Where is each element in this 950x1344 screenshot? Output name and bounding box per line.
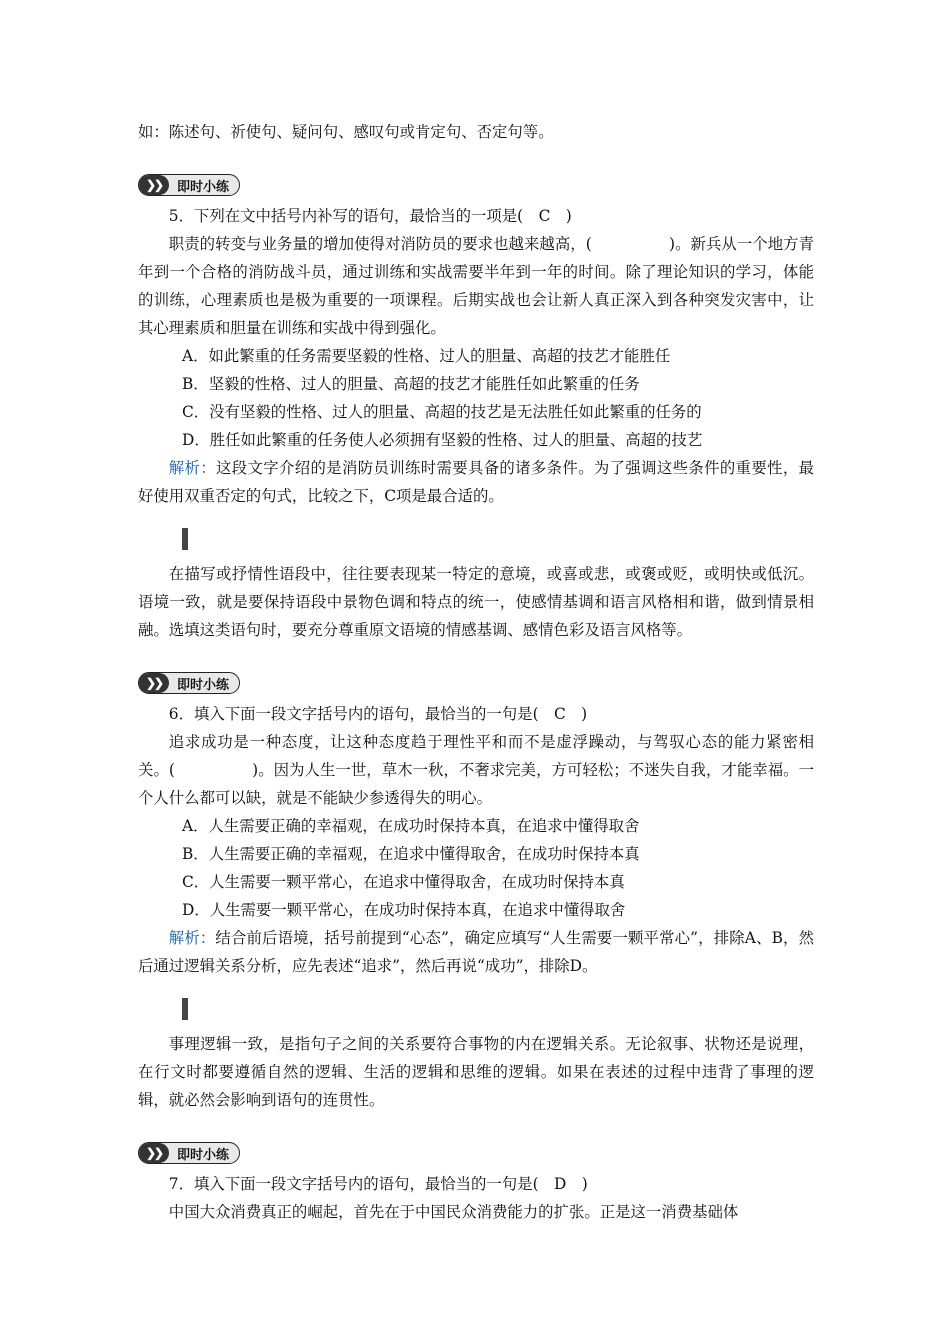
section-marker: [182, 998, 188, 1020]
question-6-analysis: [138, 924, 814, 980]
note-logic: 事理逻辑一致，是指句子之间的关系要符合事物的内在逻辑关系。无论叙事、状物还是说理，在行文时都要遵循自然的逻辑、生活的逻辑和思维的逻辑。如果在表述的过程中违背了事理的逻辑，就必然会影响到语句的连贯性。: [138, 1035, 814, 1109]
analysis-label: 解析：: [168, 929, 216, 947]
double-chevron-icon: ❯❯: [139, 175, 169, 195]
question-5-option-b: B．坚毅的性格、过人的胆量、高超的技艺才能胜任如此繁重的任务: [182, 375, 640, 393]
question-7-stem: 7．填入下面一段文字括号内的语句，最恰当的一句是( D ): [168, 1175, 588, 1193]
practice-label: 即时小练: [177, 677, 230, 693]
double-chevron-icon: ❯❯: [139, 673, 169, 693]
question-5-option-c: C．没有坚毅的性格、过人的胆量、高超的技艺是无法胜任如此繁重的任务的: [182, 403, 702, 421]
practice-label: 即时小练: [177, 1147, 230, 1163]
note-context: 在描写或抒情性语段中，往往要表现某一特定的意境，或喜或悲，或褒或贬，或明快或低沉。语境一致，就是要保持语段中景物色调和特点的统一，使感情基调和语言风格相和谐，做到情景相融。选填这类语句时，要充分尊重原文语境的情感基调、感情色彩及语言风格等。: [138, 565, 814, 639]
practice-badge: [138, 672, 240, 694]
question-6-stem: 6．填入下面一段文字括号内的语句，最恰当的一句是( C ): [168, 705, 588, 723]
analysis-text: 结合前后语境，括号前提到“心态”，确定应填写“人生需要一颗平常心”，排除A、B，然后通过逻辑关系分析，应先表述“追求”，然后再说“成功”，排除D。: [138, 929, 814, 975]
question-7-passage: 中国大众消费真正的崛起，首先在于中国民众消费能力的扩张。正是这一消费基础体: [168, 1203, 739, 1221]
question-5-passage: 职责的转变与业务量的增加使得对消防员的要求也越来越高，( )。新兵从一个地方青年到一个合格的消防战斗员，通过训练和实战需要半年到一年的时间。除了理论知识的学习，体能的训练，心理素质也是极为重要的一项课程。后期实战也会让新人真正深入到各种突发灾害中，让其心理素质和胆量在训练和实战中得到强化。: [138, 235, 814, 337]
double-chevron-icon: ❯❯: [139, 1143, 169, 1163]
question-6-option-a: A．人生需要正确的幸福观，在成功时保持本真，在追求中懂得取舍: [182, 817, 640, 835]
analysis-text: 这段文字介绍的是消防员训练时需要具备的诸多条件。为了强调这些条件的重要性，最好使用双重否定的句式，比较之下，C项是最合适的。: [138, 459, 814, 505]
practice-badge: [138, 1142, 240, 1164]
section-marker: [182, 528, 188, 550]
document-page: [138, 118, 814, 1226]
question-6-option-d: D．人生需要一颗平常心，在成功时保持本真，在追求中懂得取舍: [182, 901, 626, 919]
practice-label: 即时小练: [177, 179, 230, 195]
question-5-analysis: [138, 454, 814, 510]
question-6-passage: 追求成功是一种态度，让这种态度趋于理性平和而不是虚浮躁动，与驾驭心态的能力紧密相关。( )。因为人生一世，草木一秋，不奢求完美，方可轻松；不迷失自我，才能幸福。一个人什么都可以缺，就是不能缺少参透得失的明心。: [138, 733, 814, 807]
analysis-label: 解析：: [168, 459, 217, 477]
question-6-option-c: C．人生需要一颗平常心，在追求中懂得取舍，在成功时保持本真: [182, 873, 625, 891]
question-6-option-b: B．人生需要正确的幸福观，在追求中懂得取舍，在成功时保持本真: [182, 845, 640, 863]
question-5-option-d: D．胜任如此繁重的任务使人必须拥有坚毅的性格、过人的胆量、高超的技艺: [182, 431, 703, 449]
question-5-stem: 5．下列在文中括号内补写的语句，最恰当的一项是( C ): [168, 207, 572, 225]
question-5-option-a: A．如此繁重的任务需要坚毅的性格、过人的胆量、高超的技艺才能胜任: [182, 347, 671, 365]
intro-line: 如：陈述句、祈使句、疑问句、感叹句或肯定句、否定句等。: [138, 123, 554, 141]
practice-badge: [138, 174, 240, 196]
